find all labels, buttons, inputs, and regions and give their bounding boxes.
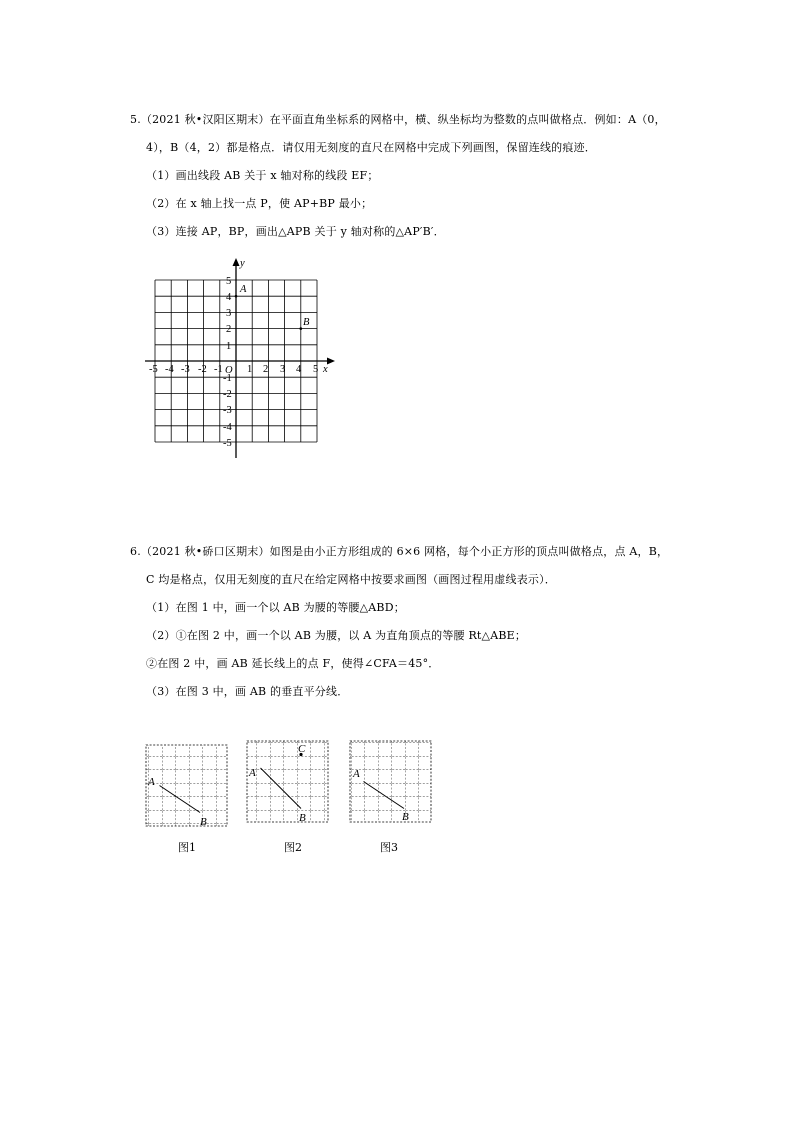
q6-sub2: （2）①在图 2 中，画一个以 AB 为腰，以 A 为直角顶点的等腰 Rt△ABE；: [146, 629, 527, 642]
figure-3-grid: [350, 741, 431, 822]
x-tick-label: -5: [149, 364, 158, 375]
x-tick-label: -4: [165, 364, 174, 375]
q5-line1: 5.（2021 秋•汉阳区期末）在平面直角坐标系的网格中，横、纵坐标均为整数的点叫做格点．例如：A（0，: [130, 113, 666, 126]
figure-1-a-label: A: [148, 776, 155, 788]
figure-1: [146, 745, 227, 828]
y-tick-label: -2: [223, 389, 232, 400]
x-tick-label: -1: [214, 364, 223, 375]
y-axis-label: y: [240, 258, 245, 269]
y-tick-label: -3: [223, 405, 232, 416]
x-tick-label: 5: [313, 364, 319, 375]
q5-sub1: （1）画出线段 AB 关于 x 轴对称的线段 EF；: [146, 169, 379, 182]
y-tick-label: 3: [226, 308, 232, 319]
point-a-label: A: [240, 284, 247, 295]
x-axis-label: x: [323, 364, 328, 375]
q6-sub2b: ②在图 2 中，画 AB 延长线上的点 F，使得∠CFA＝45°．: [146, 657, 440, 670]
y-tick-label: -1: [223, 373, 232, 384]
point-b-label: B: [303, 317, 310, 328]
figure-2-a-label: A: [249, 767, 256, 779]
q6-sub1: （1）在图 1 中，画一个以 AB 为腰的等腰△ABD；: [146, 601, 405, 614]
x-tick-label: -2: [198, 364, 207, 375]
figure-3-caption: 图3: [380, 841, 398, 854]
figure-3: [350, 741, 431, 823]
q5-line2: 4），B（4，2）都是格点．请仅用无刻度的直尺在网格中完成下列画图，保留连线的痕迹．: [146, 141, 596, 154]
origin-label: O: [225, 365, 233, 376]
y-tick-label: 4: [226, 292, 232, 303]
y-tick-label: -4: [223, 422, 232, 433]
figure-1-b-label: B: [200, 816, 207, 828]
x-tick-label: 1: [247, 364, 253, 375]
q6-line1: 6.（2021 秋•硚口区期末）如图是由小正方形组成的 6×6 网格，每个小正方形的顶点叫做格点，点 A，B，: [130, 545, 669, 558]
figure-1-caption: 图1: [178, 841, 196, 854]
y-tick-label: 2: [226, 324, 232, 335]
figure-2-caption: 图2: [284, 841, 302, 854]
figure-2-grid: [247, 741, 328, 822]
x-tick-label: 4: [296, 364, 302, 375]
q6-sub3: （3）在图 3 中，画 AB 的垂直平分线．: [146, 685, 349, 698]
figure-2-b-label: B: [299, 812, 306, 824]
q6-line2: C 均是格点，仅用无刻度的直尺在给定网格中按要求画图（画图过程用虚线表示）．: [146, 573, 557, 586]
x-tick-label: 2: [263, 364, 269, 375]
y-tick-label: 1: [226, 341, 232, 352]
figure-3-b-label: B: [402, 811, 409, 823]
y-tick-label: -5: [223, 438, 232, 449]
figure-2-c-label: C: [298, 743, 306, 755]
figure-2: [247, 741, 328, 824]
x-tick-label: -3: [181, 364, 190, 375]
figure-3-a-label: A: [353, 768, 360, 780]
q5-sub2: （2）在 x 轴上找一点 P，使 AP+BP 最小；: [146, 197, 373, 210]
figure-1-grid: [146, 745, 227, 826]
q5-sub3: （3）连接 AP，BP，画出△APB 关于 y 轴对称的△AP′B′．: [146, 225, 445, 238]
x-tick-label: 3: [280, 364, 286, 375]
y-tick-label: 5: [226, 276, 232, 287]
